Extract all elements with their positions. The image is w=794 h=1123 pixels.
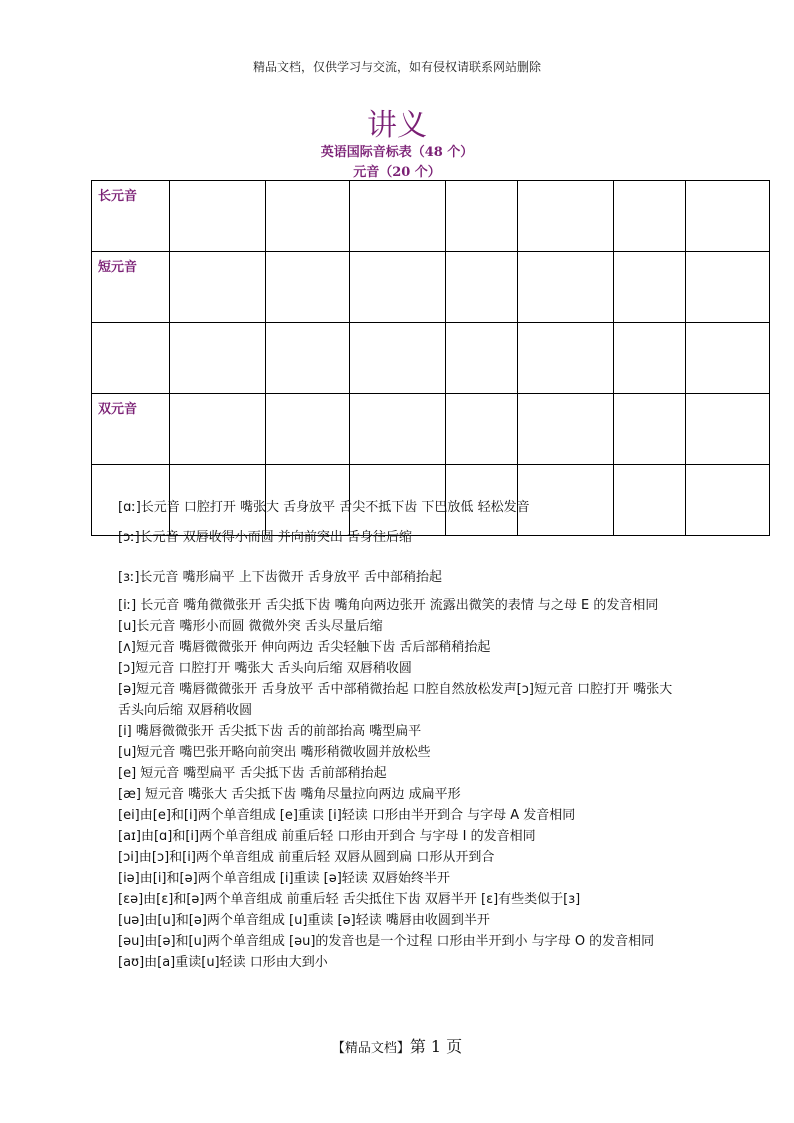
- page-header: 精品文档，仅供学习与交流，如有侵权请联系网站删除: [252, 60, 541, 74]
- table-row: [92, 181, 770, 252]
- note-line: [ɜː]长元音 嘴形扁平 上下齿微开 舌身放平 舌中部稍抬起: [118, 570, 442, 585]
- note-line: [ɔː]长元音 双唇收得小而圆 并向前突出 舌身往后缩: [118, 530, 413, 545]
- table-cell: [170, 252, 266, 323]
- table-cell: [686, 181, 770, 252]
- note-line: [i] 嘴唇微微张开 舌尖抵下齿 舌的前部抬高 嘴型扁平: [118, 724, 422, 739]
- table-cell: [170, 181, 266, 252]
- table-cell: [614, 323, 686, 394]
- note-line: [ei]由[e]和[i]两个单音组成 [e]重读 [i]轻读 口形由半开到合 与字母 A 发音相同: [118, 808, 576, 823]
- row-label-cell: 双元音: [92, 394, 170, 465]
- note-line: [ʌ]短元音 嘴唇微微张开 伸向两边 舌尖轻触下齿 舌后部稍稍抬起: [118, 640, 491, 655]
- note-line: [æ] 短元音 嘴张大 舌尖抵下齿 嘴角尽量拉向两边 成扁平形: [118, 787, 461, 802]
- table-cell: [266, 252, 350, 323]
- note-line: [aɪ]由[ɑ]和[i]两个单音组成 前重后轻 口形由开到合 与字母 I 的发音相同: [118, 829, 536, 844]
- table-cell: [350, 394, 446, 465]
- table-cell: [446, 252, 518, 323]
- row-label-cell: [92, 323, 170, 394]
- table-cell: [686, 394, 770, 465]
- table-cell: [350, 181, 446, 252]
- row-label-cell: 短元音: [92, 252, 170, 323]
- table-cell: [266, 323, 350, 394]
- table-row: [92, 252, 770, 323]
- table-cell: [518, 394, 614, 465]
- note-line: [uə]由[u]和[ə]两个单音组成 [u]重读 [ə]轻读 嘴唇由收圆到半开: [118, 913, 490, 928]
- table-cell: [170, 394, 266, 465]
- table-cell: [170, 323, 266, 394]
- vowel-table: [91, 180, 770, 536]
- page-number: 第 1 页: [409, 1037, 463, 1056]
- table-cell: [446, 323, 518, 394]
- table-cell: [614, 394, 686, 465]
- table-cell: [446, 394, 518, 465]
- note-line: [ɔi]由[ɔ]和[i]两个单音组成 前重后轻 双唇从圆到扁 口形从开到合: [118, 850, 495, 865]
- note-line: [u]短元音 嘴巴张开略向前突出 嘴形稍微收圆并放松些: [118, 745, 431, 760]
- note-line: [iː] 长元音 嘴角微微张开 舌尖抵下齿 嘴角向两边张开 流露出微笑的表情 与之母 E 的发音相同: [118, 598, 659, 613]
- table-cell: [614, 252, 686, 323]
- row-label-cell: 长元音: [92, 181, 170, 252]
- page-footer: [0, 1034, 794, 1057]
- table-cell: [518, 252, 614, 323]
- note-line: [ɛə]由[ɛ]和[ə]两个单音组成 前重后轻 舌尖抵住下齿 双唇半开 [ɛ]有些类似于[ɜ]: [118, 892, 581, 907]
- note-line: [ɑː]长元音 口腔打开 嘴张大 舌身放平 舌尖不抵下齿 下巴放低 轻松发音: [118, 500, 530, 515]
- footer-bracket: 【精品文档】: [331, 1041, 410, 1056]
- note-line: [aʊ]由[a]重读[u]轻读 口形由大到小: [118, 955, 328, 970]
- section-title: 元音（20 个）: [353, 165, 441, 180]
- table-cell: [350, 252, 446, 323]
- table-cell: [350, 323, 446, 394]
- note-line: [ɔ]短元音 口腔打开 嘴张大 舌头向后缩 双唇稍收圆: [118, 661, 412, 676]
- note-line: [ə]短元音 嘴唇微微张开 舌身放平 舌中部稍微抬起 口腔自然放松发声[ɔ]短元音 口腔打开 嘴张大 舌头向后缩 双唇稍收圆: [118, 682, 673, 718]
- table-cell: [518, 323, 614, 394]
- table-cell: [686, 323, 770, 394]
- table-cell: [686, 252, 770, 323]
- table-row: [92, 323, 770, 394]
- table-cell: [446, 181, 518, 252]
- table-cell: [518, 181, 614, 252]
- note-line: [iə]由[i]和[ə]两个单音组成 [i]重读 [ə]轻读 双唇始终半开: [118, 871, 450, 886]
- table-row: [92, 394, 770, 465]
- page-subtitle: 英语国际音标表（48 个）: [320, 145, 474, 160]
- table-cell: [686, 465, 770, 536]
- table-cell: [266, 394, 350, 465]
- table-cell: [614, 181, 686, 252]
- table-cell: [266, 181, 350, 252]
- note-line: [u]长元音 嘴形小而圆 微微外突 舌头尽量后缩: [118, 619, 383, 634]
- note-line: [əu]由[ə]和[u]两个单音组成 [əu]的发音也是一个过程 口形由半开到小 与字母 O 的发音相同: [118, 934, 655, 949]
- page-title: 讲义: [367, 108, 427, 143]
- note-line: [e] 短元音 嘴型扁平 舌尖抵下齿 舌前部稍抬起: [118, 766, 387, 781]
- pronunciation-notes: [118, 497, 688, 973]
- note-line: [118, 557, 688, 567]
